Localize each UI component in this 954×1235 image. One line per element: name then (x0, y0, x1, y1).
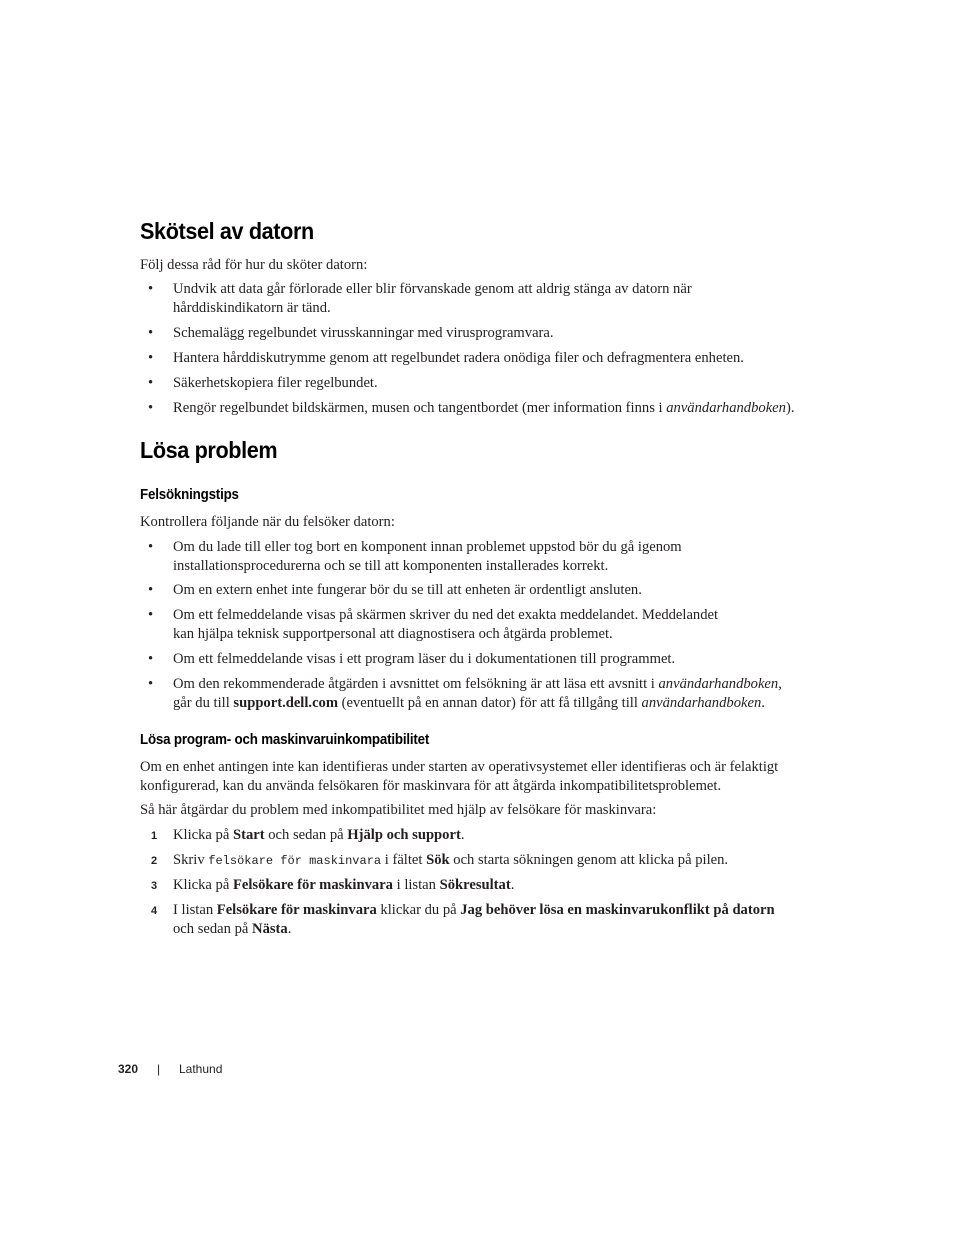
ui-term: Jag behöver lösa en maskinvarukonflikt på datorn (460, 902, 775, 918)
heading-skotsel: Skötsel av datorn (140, 218, 314, 244)
list-item-line: Om den rekommenderade åtgärden i avsnittet om felsökning är att läsa ett avsnitt i användarhandboken, (173, 676, 782, 692)
list-item-line: Hantera hårddiskutrymme genom att regelbundet radera onödiga filer och defragmentera enheten. (173, 350, 744, 366)
footer-doc-title: Lathund (179, 1062, 223, 1076)
support-link[interactable]: support.dell.com (233, 694, 338, 711)
ui-term: Felsökare för maskinvara (216, 902, 377, 918)
list-item-line: Om du lade till eller tog bort en komponent innan problemet uppstod bör du gå igenom (173, 539, 682, 555)
bullet-icon: • (148, 651, 154, 667)
step-text: Klicka på Start och sedan på Hjälp och support. (173, 827, 465, 843)
list-item-line: Rengör regelbundet bildskärmen, musen och tangentbordet (mer information finns i användarhandboken). (173, 400, 795, 416)
step-text: Klicka på Felsökare för maskinvara i listan Sökresultat. (173, 877, 515, 893)
bullet-icon: • (148, 607, 154, 623)
intro-felsokning: Kontrollera följande när du felsöker datorn: (140, 514, 395, 530)
step-number: 1 (151, 830, 158, 842)
heading-felsokningstips: Felsökningstips (140, 487, 239, 503)
paragraph-instruktion: Så här åtgärdar du problem med inkompatibilitet med hjälp av felsökare för maskinvara: (140, 802, 657, 818)
bullet-icon: • (148, 539, 154, 555)
list-item-line: hårddiskindikatorn är tänd. (173, 299, 331, 316)
bullet-icon: • (148, 350, 154, 366)
bullet-icon: • (148, 375, 154, 391)
heading-losa-problem: Lösa problem (140, 437, 278, 463)
list-item-line: Säkerhetskopiera filer regelbundet. (173, 375, 378, 391)
manual-reference: användarhandboken (641, 694, 762, 711)
manual-reference: användarhandboken (658, 676, 779, 692)
step-text: Skriv felsökare för maskinvara i fältet Sök och starta sökningen genom att klicka på pilen. (173, 852, 729, 868)
paragraph-inkompatibilitet (140, 758, 840, 795)
bullet-icon: • (148, 582, 154, 598)
ui-term: Hjälp och support (347, 827, 461, 843)
paragraph-line: konfigurerad, kan du använda felsökaren för maskinvara för att åtgärda inkompatibilitetsproblemet. (140, 777, 722, 794)
bullet-icon: • (148, 400, 154, 416)
bullet-icon: • (148, 325, 154, 341)
bullet-icon: • (148, 676, 154, 692)
step-number: 2 (151, 855, 158, 867)
step-text: I listan Felsökare för maskinvara klickar du på Jag behöver lösa en maskinvarukonflikt på datorn och sedan på Nästa. (173, 902, 775, 937)
ui-term: Sökresultat (439, 877, 511, 893)
ui-term: Sök (426, 852, 450, 868)
step-number: 4 (151, 905, 158, 917)
list-item-line: Om ett felmeddelande visas i ett program läser du i dokumentationen till programmet. (173, 651, 676, 667)
list-item-line: Om en extern enhet inte fungerar bör du se till att enheten är ordentligt ansluten. (173, 582, 642, 598)
typed-text: felsökare för maskinvara (208, 854, 382, 868)
intro-skotsel: Följ dessa råd för hur du sköter datorn: (140, 257, 368, 273)
ui-term: Start (232, 827, 265, 843)
step-number: 3 (151, 880, 158, 892)
heading-inkompatibilitet: Lösa program- och maskinvaruinkompatibilitet (140, 732, 430, 748)
list-item-line: Om ett felmeddelande visas på skärmen skriver du ned det exakta meddelandet. Meddelandet (173, 607, 719, 623)
bullet-icon: • (148, 281, 154, 297)
ui-term: Felsökare för maskinvara (232, 877, 393, 893)
list-item-line: Schemalägg regelbundet virusskanningar med virusprogramvara. (173, 325, 554, 341)
footer-separator: | (157, 1062, 161, 1076)
list-item-line: installationsprocedurerna och se till att komponenten installerades korrekt. (173, 557, 609, 574)
ui-term: Nästa (252, 920, 288, 937)
paragraph-line: Om en enhet antingen inte kan identifieras under starten av operativsystemet eller identifieras och är felaktigt (140, 759, 779, 775)
list-item-line: kan hjälpa teknisk supportpersonal att diagnostisera och åtgärda problemet. (173, 625, 613, 642)
page-number: 320 (118, 1062, 139, 1076)
manual-reference: användarhandboken (666, 400, 786, 416)
list-item-line: går du till support.dell.com (eventuellt på en annan dator) för att få tillgång till användarhandboken. (173, 694, 765, 711)
list-item-line: Undvik att data går förlorade eller blir förvanskade genom att aldrig stänga av datorn när (173, 281, 692, 297)
